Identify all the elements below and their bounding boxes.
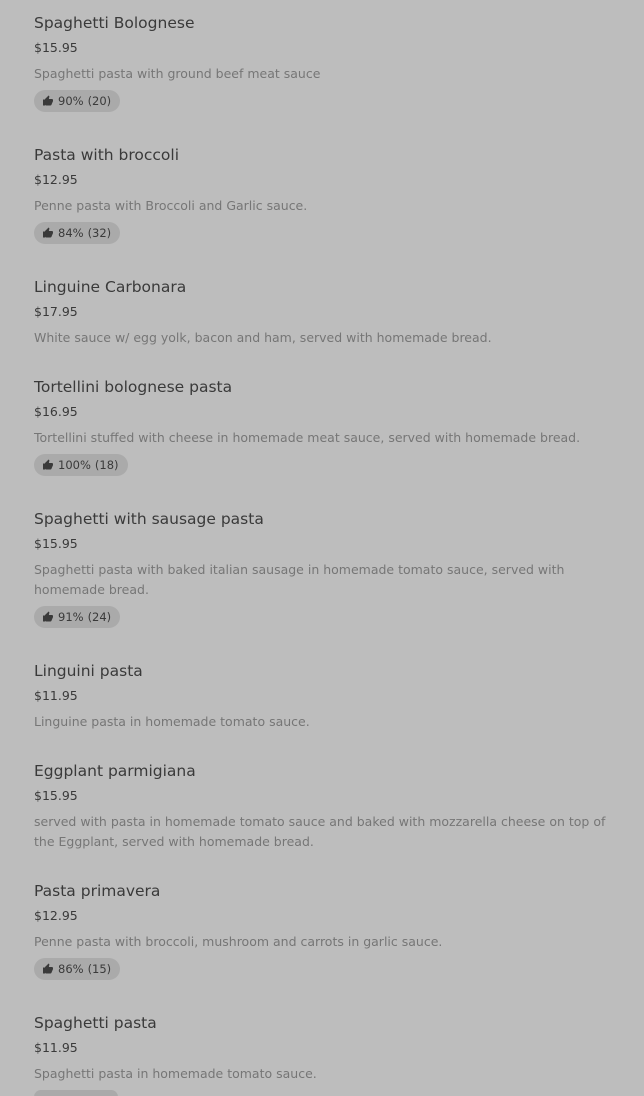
- item-price: $15.95: [34, 788, 78, 803]
- thumbs-up-icon: [42, 611, 54, 623]
- rating-percent: 91%: [58, 610, 84, 624]
- item-description: White sauce w/ egg yolk, bacon and ham, served with homemade bread.: [34, 330, 492, 345]
- item-description: Linguine pasta in homemade tomato sauce.: [34, 714, 310, 729]
- item-price: $12.95: [34, 172, 78, 187]
- rating-count: (20): [87, 94, 112, 108]
- item-description: Spaghetti pasta with ground beef meat sauce: [34, 66, 321, 81]
- thumbs-up-icon: [42, 95, 54, 107]
- rating-percent: 84%: [58, 226, 84, 240]
- item-description: Tortellini stuffed with cheese in homemade meat sauce, served with homemade bread.: [34, 430, 581, 445]
- item-name: Spaghetti with sausage pasta: [34, 510, 264, 528]
- item-name: Linguine Carbonara: [34, 278, 187, 296]
- item-description: served with pasta in homemade tomato sauce and baked with mozzarella cheese on top of the Eggplant, served with homemade bread.: [34, 814, 606, 849]
- rating-count: (32): [87, 226, 112, 240]
- item-name: Pasta primavera: [34, 882, 161, 900]
- item-description: Spaghetti pasta with baked italian sausage in homemade tomato sauce, served with homemade bread.: [34, 562, 565, 597]
- item-name: Tortellini bolognese pasta: [34, 378, 233, 396]
- item-price: $15.95: [34, 536, 78, 551]
- rating-badge: [34, 454, 128, 476]
- item-price: $17.95: [34, 304, 78, 319]
- item-price: $15.95: [34, 40, 78, 55]
- thumbs-up-icon: [42, 963, 54, 975]
- rating-badge: [34, 222, 120, 244]
- rating-percent: 100%: [58, 458, 91, 472]
- thumbs-up-icon: [42, 227, 54, 239]
- item-price: $16.95: [34, 404, 78, 419]
- rating-badge: [34, 606, 120, 628]
- thumbs-up-icon: [42, 459, 54, 471]
- item-name: Eggplant parmigiana: [34, 762, 196, 780]
- rating-count: (18): [94, 458, 119, 472]
- item-description: Spaghetti pasta in homemade tomato sauce.: [34, 1066, 317, 1081]
- item-description: Penne pasta with Broccoli and Garlic sauce.: [34, 198, 308, 213]
- rating-percent: 86%: [58, 962, 84, 976]
- item-price: $11.95: [34, 1040, 78, 1055]
- rating-badge-partial: [34, 1090, 118, 1096]
- rating-badge: [34, 958, 120, 980]
- rating-count: (15): [87, 962, 112, 976]
- rating-count: (24): [87, 610, 112, 624]
- rating-percent: 90%: [58, 94, 84, 108]
- item-price: $11.95: [34, 688, 78, 703]
- item-name: Spaghetti Bolognese: [34, 14, 195, 32]
- rating-badge: [34, 90, 120, 112]
- item-price: $12.95: [34, 908, 78, 923]
- item-name: Linguini pasta: [34, 662, 143, 680]
- item-description: Penne pasta with broccoli, mushroom and carrots in garlic sauce.: [34, 934, 443, 949]
- item-name: Pasta with broccoli: [34, 146, 180, 164]
- item-name: Spaghetti pasta: [34, 1014, 157, 1032]
